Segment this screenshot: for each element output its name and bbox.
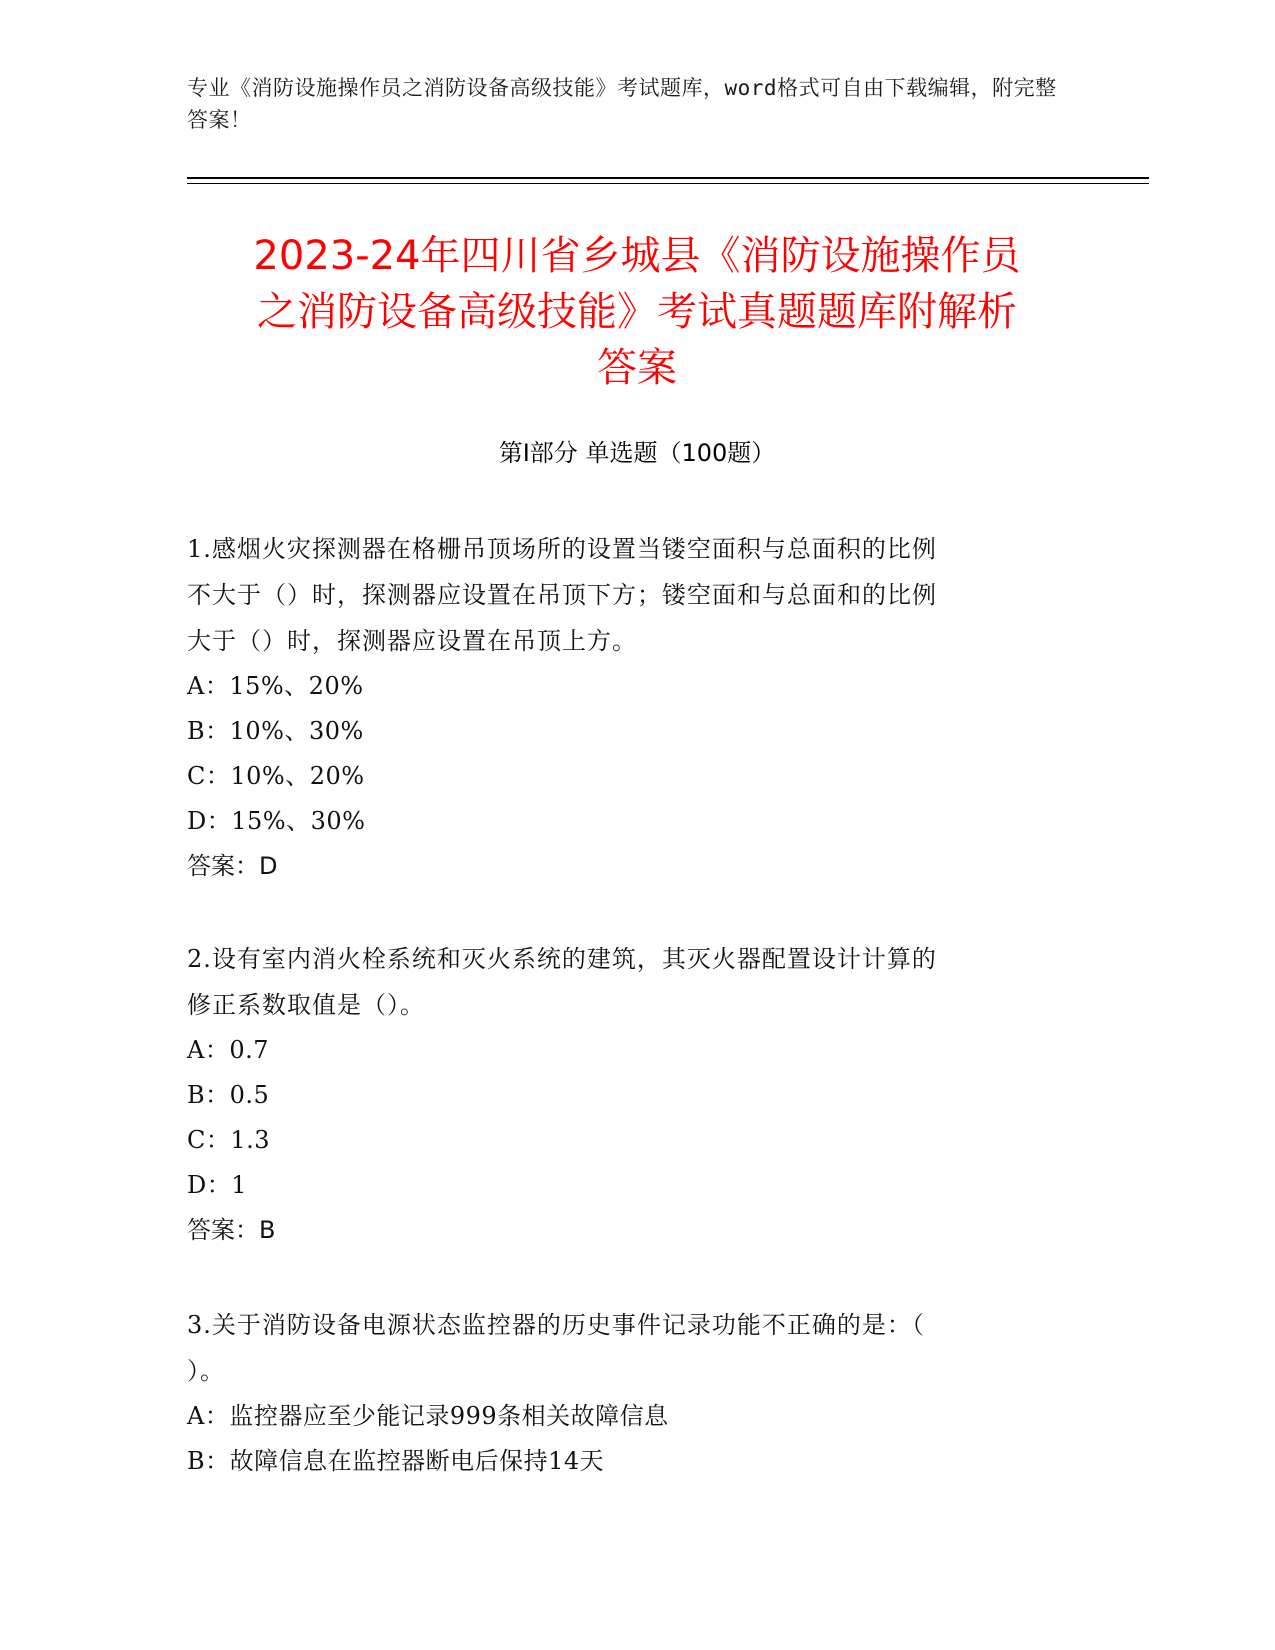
title-line-2: 之消防设备高级技能》考试真题题库附解析 — [257, 289, 1017, 335]
question-stem — [187, 1302, 1067, 1394]
option-a: A：0.7 — [187, 1036, 269, 1064]
title-line-3: 答案 — [597, 345, 677, 391]
header-rule-thin — [187, 183, 1149, 184]
option-d: D：1 — [187, 1171, 248, 1199]
option-a: A：监控器应至少能记录999条相关故障信息 — [187, 1402, 669, 1430]
stem-line: 3.关于消防设备电源状态监控器的历史事件记录功能不正确的是：（ — [187, 1311, 925, 1339]
option-b: B：0.5 — [187, 1081, 270, 1109]
question-stem — [187, 936, 1067, 1028]
stem-line: 2.设有室内消火栓系统和灭火系统的建筑，其灭火器配置设计计算的 — [187, 945, 937, 973]
option-b: B：10%、30% — [187, 717, 364, 745]
answer: 答案：B — [187, 1216, 276, 1244]
question-2 — [187, 936, 1067, 1253]
option-d: D：15%、30% — [187, 807, 366, 835]
section-title: 第I部分 单选题（100题） — [498, 439, 776, 467]
header-rule-thick — [187, 177, 1149, 179]
stem-line: 大于（）时，探测器应设置在吊顶上方。 — [187, 627, 637, 655]
option-a: A：15%、20% — [187, 672, 364, 700]
option-c: C：1.3 — [187, 1126, 271, 1154]
stem-line: 1.感烟火灾探测器在格栅吊顶场所的设置当镂空面积与总面积的比例 — [187, 535, 937, 563]
option-c: C：10%、20% — [187, 762, 365, 790]
header-note: 专业《消防设施操作员之消防设备高级技能》考试题库，word格式可自由下载编辑，附完整答案！ — [187, 76, 1057, 132]
question-3 — [187, 1302, 1067, 1484]
stem-line: 修正系数取值是（）。 — [187, 991, 425, 1019]
stem-line: ）。 — [187, 1357, 225, 1385]
option-b: B：故障信息在监控器断电后保持14天 — [187, 1447, 605, 1475]
document-title — [187, 228, 1087, 396]
answer: 答案：D — [187, 852, 278, 880]
title-line-1: 2023-24年四川省乡城县《消防设施操作员 — [253, 233, 1021, 279]
stem-line: 不大于（）时，探测器应设置在吊顶下方；镂空面和与总面和的比例 — [187, 581, 937, 609]
question-stem — [187, 526, 1067, 664]
question-1 — [187, 526, 1067, 889]
